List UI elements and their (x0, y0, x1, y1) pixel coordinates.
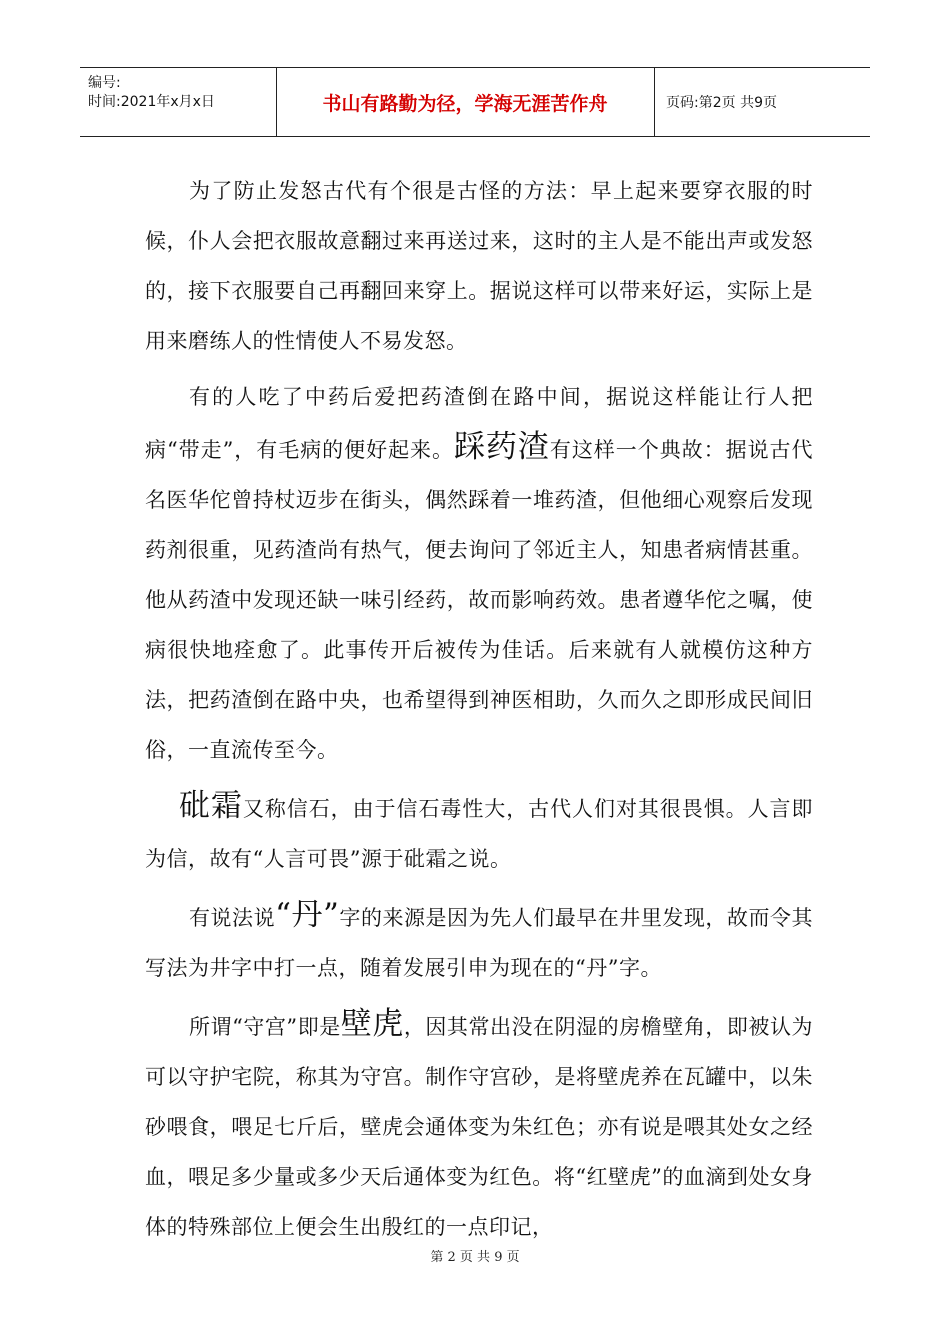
number-label: 编号: (88, 75, 121, 91)
paragraph-text: 有的人吃了中药后爱把药渣倒在路中间，据说这样能让行人把病“带走”，有毛病的便好起来。 (145, 385, 813, 462)
paragraph-dan (145, 890, 813, 993)
page-footer: 第 2 页 共 9 页 (430, 1250, 520, 1265)
paragraph-text: ，因其常出没在阴湿的房檐壁角，即被认为可以守护宅院，称其为守宫。制作守宫砂，是将壁虎养在瓦罐中，以朱砂喂食，喂足七斤后，壁虎会通体变为朱红色；亦有说是喂其处女之经血，喂足多少量或多少天后通体变为红色。将“红壁虎”的血滴到处女身体的特殊部位上便会生出殷红的一点印记， (145, 1015, 813, 1239)
header-meta (88, 74, 215, 112)
paragraph-text: 有这样一个典故：据说古代名医华佗曾持杖迈步在街头，偶然踩着一堆药渣，但他细心观察后发现药剂很重，见药渣尚有热气，便去询问了邻近主人，知患者病情甚重。他从药渣中发现还缺一味引经药，故而影响药效。患者遵华佗之嘱，使病很快地痊愈了。此事传开后被传为佳话。后来就有人就模仿这种方法，把药渣倒在路中央，也希望得到神医相助，久而久之即形成民间旧俗，一直流传至今。 (145, 438, 814, 762)
paragraph-text: 有说法说 (189, 906, 276, 930)
header-page-label: 页码:第2页 共9页 (666, 95, 777, 111)
paragraph-anger: 为了防止发怒古代有个很是古怪的方法：早上起来要穿衣服的时候，仆人会把衣服故意翻过来再送过来，这时的主人是不能出声或发怒的，接下衣服要自己再翻回来穿上。据说这样可以带来好运，实际上是用来磨练人的性情使人不易发怒。 (145, 179, 813, 353)
paragraph-text: 字的来源是因为先人们最早在井里发现，故而令其写法为井字中打一点，随着发展引申为现在的“丹”字。 (145, 906, 814, 980)
paragraph-medicine-dregs (145, 372, 813, 775)
document-body (145, 166, 813, 1252)
term-gecko: 壁虎 (340, 1006, 404, 1042)
paragraph-text: 所谓“守宫”即是 (189, 1015, 341, 1039)
paragraph-gecko (145, 999, 813, 1252)
paragraph-text: 又称信石，由于信石毒性大，古代人们对其很畏惧。人言即为信，故有“人言可畏”源于砒霜之说。 (145, 797, 813, 871)
page-header (80, 67, 870, 137)
term-medicine-dregs: 踩药渣 (453, 429, 550, 465)
header-divider (654, 68, 655, 136)
time-label: 时间:2021年x月x日 (88, 94, 215, 110)
term-arsenic: 砒霜 (179, 788, 243, 824)
term-dan: “丹” (275, 897, 340, 933)
paragraph-arsenic (145, 781, 813, 884)
header-motto: 书山有路勤为径，学海无涯苦作舟 (322, 92, 608, 115)
